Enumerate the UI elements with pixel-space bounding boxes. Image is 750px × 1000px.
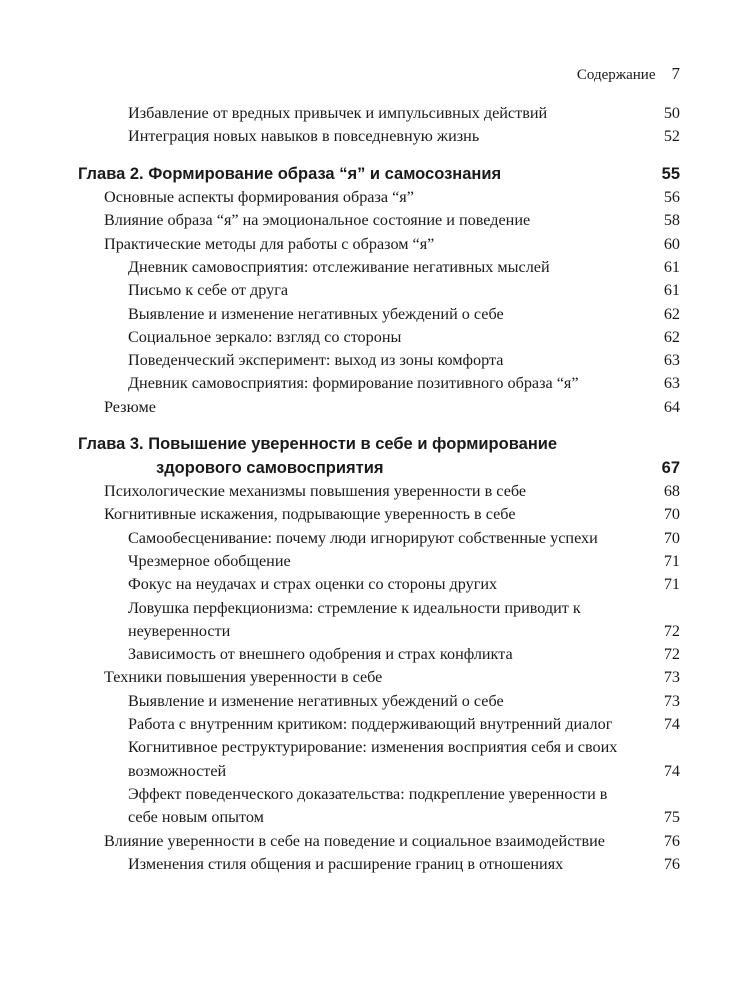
toc-page-number: 63 [663,374,680,393]
toc-entry [0,186,750,209]
toc-entry-title: Глава 3. Повышение уверенности в себе и формирование [78,435,558,454]
toc-page-number: 74 [663,761,680,780]
table-of-contents [0,102,750,876]
toc-page-number: 52 [663,127,680,146]
toc-entry-title: Техники повышения уверенности в себе [104,668,383,687]
toc-page-number: 61 [663,281,680,300]
toc-entry [0,326,750,349]
toc-entry-title: Самообесценивание: почему люди игнорируют собственные успехи [128,528,598,547]
toc-entry-title: Дневник самовосприятия: отслеживание негативных мыслей [128,257,550,276]
toc-page-number: 64 [663,397,680,416]
toc-page-number: 71 [663,551,680,570]
toc-page-number: 76 [663,854,680,873]
toc-page-number: 62 [663,304,680,323]
toc-page-number: 58 [663,211,680,230]
toc-page-number: 63 [663,351,680,370]
toc-page-number: 72 [663,645,680,664]
toc-entry [0,527,750,550]
toc-entry-title: Социальное зеркало: взгляд со стороны [128,327,402,346]
toc-page-number: 60 [663,234,680,253]
toc-entry [0,736,750,783]
toc-page-number: 56 [663,188,680,207]
toc-entry [0,125,750,148]
toc-page-number: 70 [663,505,680,524]
toc-entry-title: Работа с внутренним критиком: поддерживающий внутренний диалог [128,715,613,734]
toc-entry-title: Выявление и изменение негативных убеждений о себе [128,304,504,323]
toc-entry [0,209,750,232]
toc-entry [0,102,750,125]
toc-page-number: 71 [663,575,680,594]
toc-entry [0,279,750,302]
toc-entry-title: Когнитивное реструктурирование: изменения восприятия себя и своих возможностей [128,738,618,780]
header-page-number: 7 [671,64,680,83]
toc-page-number: 73 [663,668,680,687]
toc-entry [0,372,750,395]
toc-entry-title: Влияние уверенности в себе на поведение и социальное взаимодействие [104,831,605,850]
toc-page-number: 74 [663,715,680,734]
toc-entry-title-continued: здорового самовосприятия [156,458,384,477]
toc-page-number: 75 [663,808,680,827]
toc-page-number: 68 [663,482,680,501]
toc-entry-title: Поведенческий эксперимент: выход из зоны комфорта [128,351,504,370]
toc-page-number: 70 [663,528,680,547]
toc-entry [0,783,750,830]
toc-entry [0,396,750,419]
toc-entry [0,830,750,853]
toc-entry-title: Практические методы для работы с образом “я” [104,234,435,253]
toc-page-number: 73 [663,691,680,710]
toc-page-number: 61 [663,257,680,276]
toc-entry-title: Когнитивные искажения, подрывающие уверенность в себе [104,505,516,524]
toc-entry-title: Дневник самовосприятия: формирование позитивного образа “я” [128,374,579,393]
toc-entry-title: Избавление от вредных привычек и импульсивных действий [128,104,548,122]
toc-entry-title: Ловушка перфекционизма: стремление к идеальности приводит к неуверенности [128,598,581,640]
toc-entry [0,480,750,503]
toc-page-number: 76 [663,831,680,850]
toc-entry-title: Глава 2. Формирование образа “я” и самосознания [78,164,502,183]
toc-entry [0,666,750,689]
toc-page-number: 67 [661,458,680,477]
toc-entry-title: Интеграция новых навыков в повседневную жизнь [128,127,480,146]
toc-entry-title: Выявление и изменение негативных убеждений о себе [128,691,504,710]
toc-entry-title: Фокус на неудачах и страх оценки со стороны других [128,575,498,594]
toc-entry [0,233,750,256]
header-section-title: Содержание [576,67,656,83]
toc-entry [0,349,750,372]
toc-entry-title: Письмо к себе от друга [128,281,289,300]
toc-entry [0,573,750,596]
toc-entry-title: Эффект поведенческого доказательства: подкрепление уверенности в себе новым опытом [128,784,608,827]
toc-chapter-entry [0,433,750,480]
toc-page-number: 50 [663,104,680,122]
toc-entry-title: Изменения стиля общения и расширение границ в отношениях [128,854,564,873]
toc-entry [0,713,750,736]
toc-entry-title: Зависимость от внешнего одобрения и страх конфликта [128,645,513,664]
toc-chapter-entry [0,163,750,187]
toc-entry [0,853,750,876]
toc-entry [0,597,750,644]
toc-entry-title: Влияние образа “я” на эмоциональное состояние и поведение [104,211,531,230]
running-header [577,64,680,84]
toc-entry-title: Резюме [104,397,156,416]
toc-entry [0,256,750,279]
toc-entry-title: Чрезмерное обобщение [128,551,291,570]
toc-page-number: 55 [661,164,680,183]
toc-entry [0,303,750,326]
toc-entry-title: Психологические механизмы повышения уверенности в себе [104,482,527,501]
toc-entry-title: Основные аспекты формирования образа “я” [104,188,414,207]
toc-entry [0,503,750,526]
toc-entry [0,643,750,666]
toc-page-number: 62 [663,327,680,346]
toc-entry [0,690,750,713]
toc-entry [0,550,750,573]
toc-page-number: 72 [663,621,680,640]
